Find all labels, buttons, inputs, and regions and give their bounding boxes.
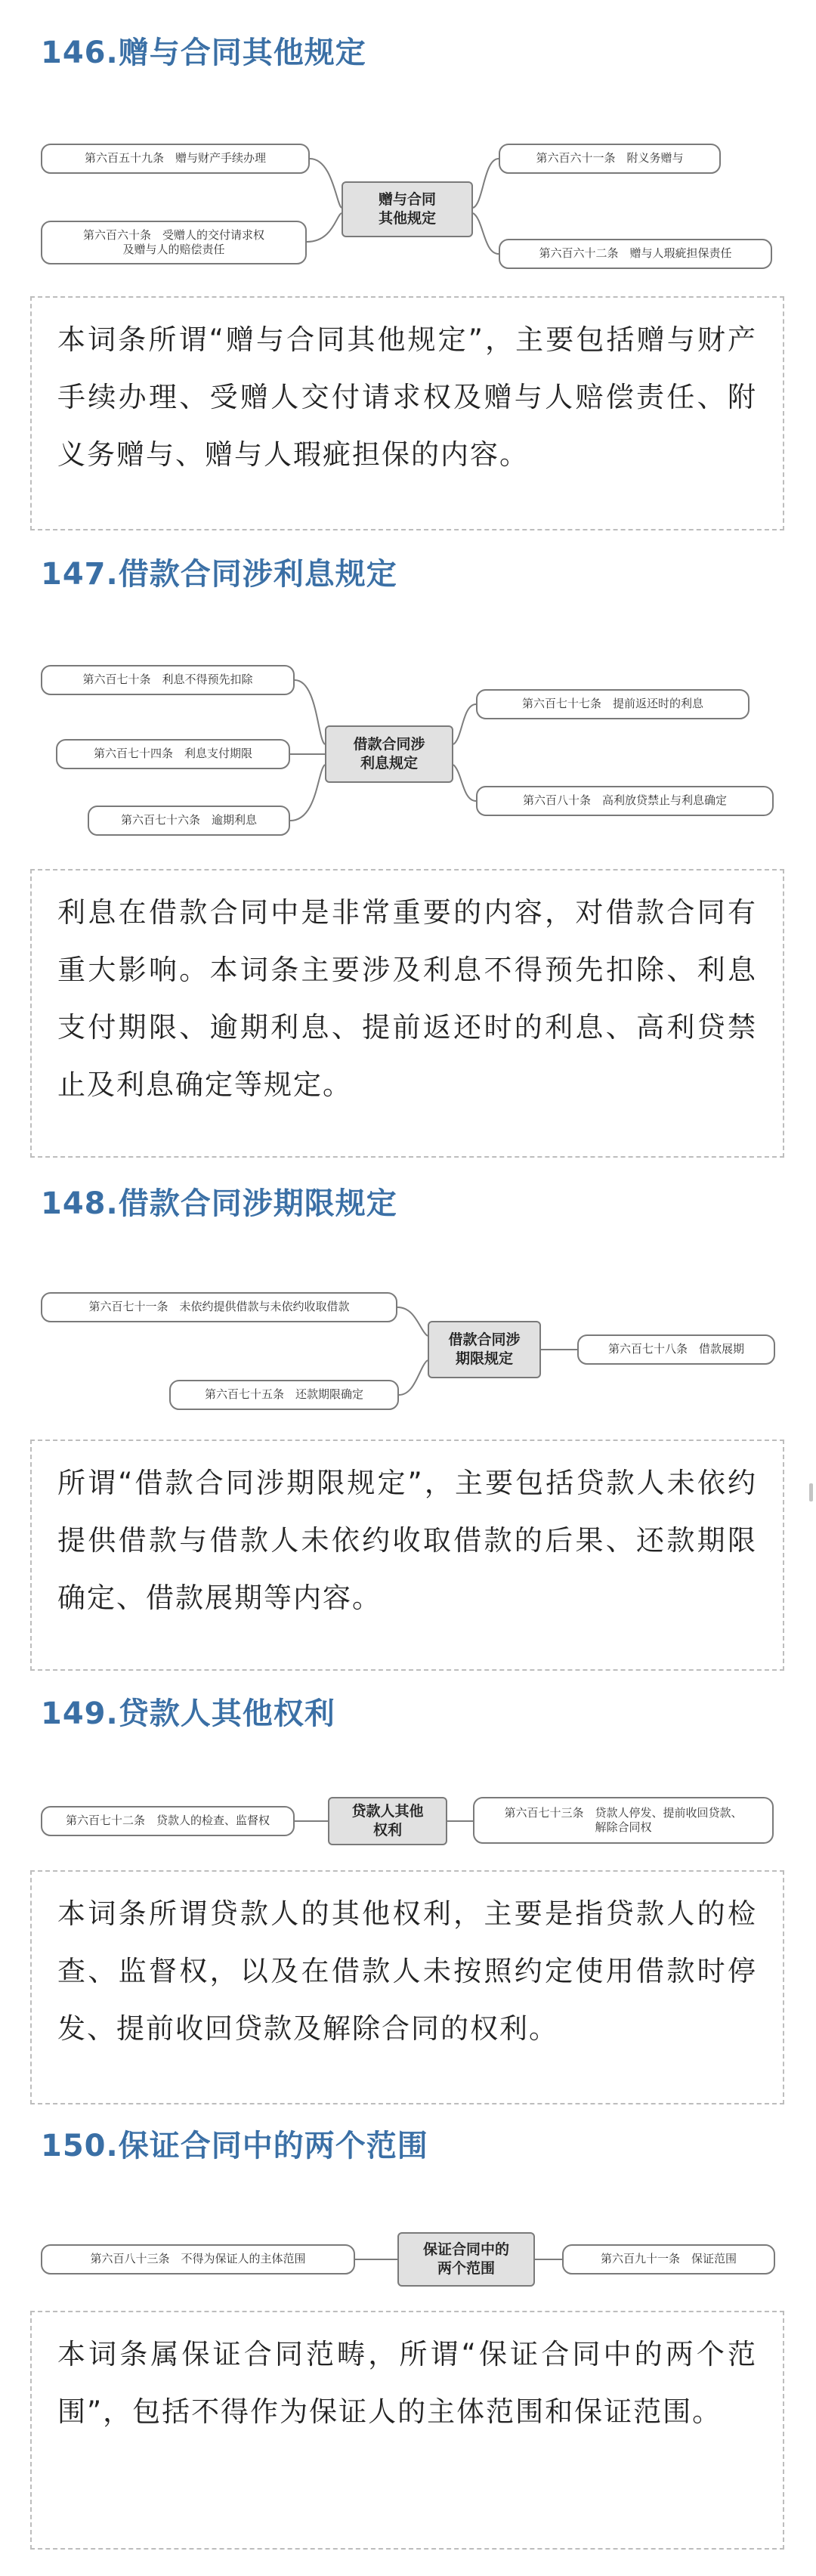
description-text: 利息在借款合同中是非常重要的内容，对借款合同有重大影响。本词条主要涉及利息不得预先扣除、利息支付期限、逾期利息、提前返还时的利息、高利贷禁止及利息确定等规定。 xyxy=(57,896,757,1101)
branch-node: 第六百七十六条 逾期利息 xyxy=(88,806,290,836)
center-node: 贷款人其他 权利 xyxy=(328,1797,447,1845)
center-node: 保证合同中的 两个范围 xyxy=(397,2232,535,2287)
description-box-146 xyxy=(30,296,784,530)
description-box-149 xyxy=(30,1870,784,2104)
mindmap-150 xyxy=(0,2222,816,2305)
center-node: 赠与合同 其他规定 xyxy=(342,181,473,237)
branch-node: 第六百七十一条 未依约提供借款与未依约收取借款 xyxy=(41,1292,397,1322)
branch-node: 第六百八十条 高利放贷禁止与利息确定 xyxy=(476,786,774,816)
description-text: 所谓“借款合同涉期限规定”，主要包括贷款人未依约提供借款与借款人未依约收取借款的后果、还款期限确定、借款展期等内容。 xyxy=(57,1467,757,1614)
description-text: 本词条属保证合同范畴，所谓“保证合同中的两个范围”，包括不得作为保证人的主体范围和保证范围。 xyxy=(57,2338,757,2428)
branch-node: 第六百六十二条 赠与人瑕疵担保责任 xyxy=(499,239,772,269)
branch-node: 第六百七十条 利息不得预先扣除 xyxy=(41,665,295,695)
branch-node: 第六百七十八条 借款展期 xyxy=(577,1334,775,1365)
branch-node: 第六百七十七条 提前返还时的利息 xyxy=(476,689,750,719)
branch-node: 第六百七十四条 利息支付期限 xyxy=(56,739,290,769)
branch-node: 第六百八十三条 不得为保证人的主体范围 xyxy=(41,2244,355,2274)
section-title-149: 149.贷款人其他权利 xyxy=(41,1696,335,1731)
description-box-147 xyxy=(30,869,784,1158)
description-box-148 xyxy=(30,1440,784,1671)
section-title-147: 147.借款合同涉利息规定 xyxy=(41,557,397,592)
branch-node: 第六百五十九条 赠与财产手续办理 xyxy=(41,144,310,174)
section-title-150: 150.保证合同中的两个范围 xyxy=(41,2129,428,2163)
center-node: 借款合同涉 利息规定 xyxy=(325,725,453,783)
branch-node: 第六百七十三条 贷款人停发、提前收回贷款、 解除合同权 xyxy=(473,1797,774,1844)
description-text: 本词条所谓贷款人的其他权利，主要是指贷款人的检查、监督权，以及在借款人未按照约定使用借款时停发、提前收回贷款及解除合同的权利。 xyxy=(57,1897,757,2045)
branch-node: 第六百九十一条 保证范围 xyxy=(562,2244,775,2274)
branch-node: 第六百七十二条 贷款人的检查、监督权 xyxy=(41,1806,295,1836)
mindmap-147 xyxy=(0,650,816,854)
branch-node: 第六百六十一条 附义务赠与 xyxy=(499,144,721,174)
scroll-indicator xyxy=(809,1483,813,1501)
mindmap-148 xyxy=(0,1277,816,1421)
mindmap-146 xyxy=(0,128,816,280)
section-title-148: 148.借款合同涉期限规定 xyxy=(41,1186,397,1221)
description-box-150 xyxy=(30,2311,784,2550)
mindmap-149 xyxy=(0,1791,816,1866)
center-node: 借款合同涉 期限规定 xyxy=(428,1321,541,1378)
section-title-146: 146.赠与合同其他规定 xyxy=(41,36,366,70)
branch-node: 第六百七十五条 还款期限确定 xyxy=(169,1380,399,1410)
branch-node: 第六百六十条 受赠人的交付请求权 及赠与人的赔偿责任 xyxy=(41,221,307,264)
description-text: 本词条所谓“赠与合同其他规定”，主要包括赠与财产手续办理、受赠人交付请求权及赠与人赔偿责任、附义务赠与、赠与人瑕疵担保的内容。 xyxy=(57,323,757,471)
